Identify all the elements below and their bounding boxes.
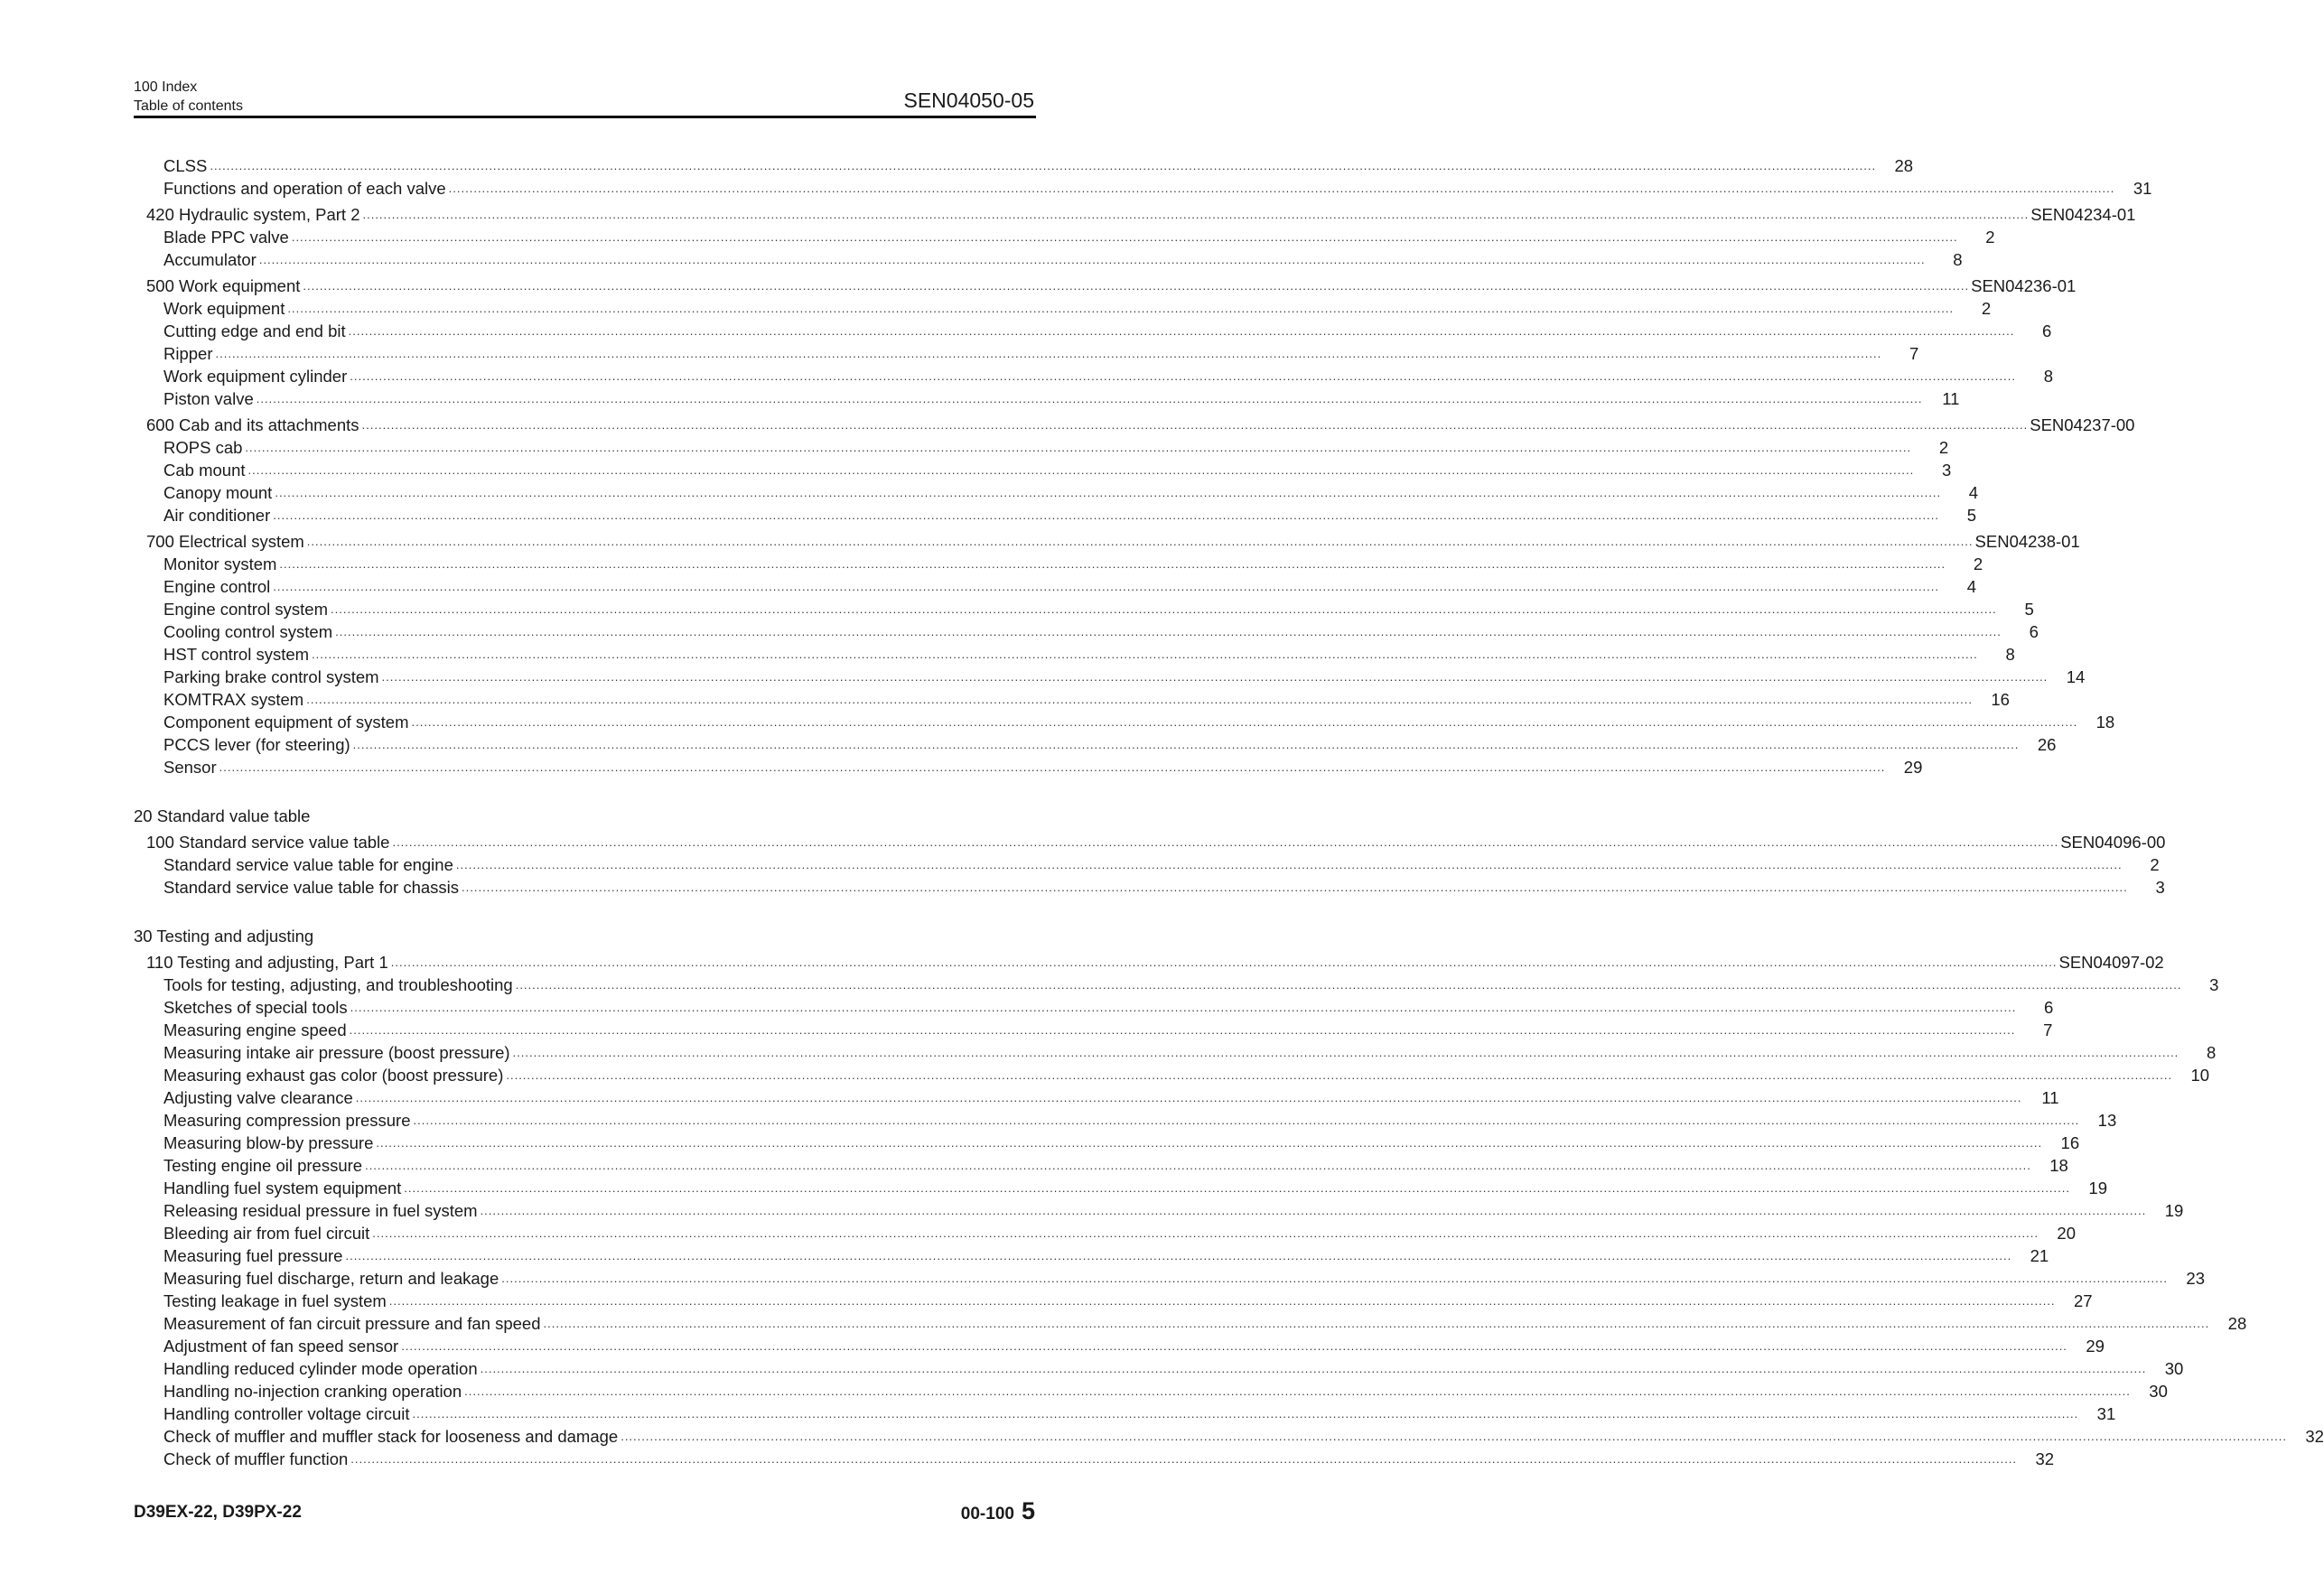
dot-leader: ................................................................................................................................................................................................................................................................................................................................................................................................................ xyxy=(512,1046,2179,1059)
dot-leader: ................................................................................................................................................................................................................................................................................................................................................................................................................ xyxy=(515,978,2182,992)
dot-leader: ................................................................................................................................................................................................................................................................................................................................................................................................................ xyxy=(455,858,2123,871)
page-header xyxy=(134,78,1036,118)
toc-entry-title: Standard service value table for engine xyxy=(163,855,453,874)
toc-entry[interactable] xyxy=(134,552,1983,574)
section-code: 00-100 xyxy=(960,1505,1014,1523)
toc-entry[interactable] xyxy=(134,458,1952,480)
toc-section-heading: 20 Standard value table xyxy=(134,806,311,825)
header-section xyxy=(134,78,243,116)
toc-entry-title: Work equipment xyxy=(163,299,285,318)
toc-entry[interactable] xyxy=(134,1221,2076,1244)
toc-entry-title: 500 Work equipment xyxy=(146,276,301,295)
toc-entry-title: Measuring blow-by pressure xyxy=(163,1133,374,1152)
toc-entry-page: 13 xyxy=(2097,1111,2117,1130)
dot-leader: ................................................................................................................................................................................................................................................................................................................................................................................................................ xyxy=(306,693,1973,706)
toc-entry-page: 3 xyxy=(1941,461,1952,480)
toc-entry-title: Measuring exhaust gas color (boost pressure) xyxy=(163,1066,504,1085)
dot-leader: ................................................................................................................................................................................................................................................................................................................................................................................................................ xyxy=(372,1226,2039,1240)
dot-leader: ................................................................................................................................................................................................................................................................................................................................................................................................................ xyxy=(480,1204,2147,1217)
toc-chapter-entry[interactable] xyxy=(134,270,2077,296)
toc-entry-title: Bleeding air from fuel circuit xyxy=(163,1224,370,1243)
toc-entry-page: 31 xyxy=(2133,179,2152,198)
toc-entry-page: 8 xyxy=(2005,645,2015,664)
dot-leader: ................................................................................................................................................................................................................................................................................................................................................................................................................ xyxy=(245,441,1912,454)
dot-leader: ................................................................................................................................................................................................................................................................................................................................................................................................................ xyxy=(350,369,2016,383)
toc-chapter-entry[interactable] xyxy=(134,526,2080,552)
toc-entry[interactable] xyxy=(134,875,2165,898)
toc-entry-title: 110 Testing and adjusting, Part 1 xyxy=(146,953,388,972)
dot-leader: ................................................................................................................................................................................................................................................................................................................................................................................................................ xyxy=(331,602,1997,616)
toc-entry-page: SEN04097-02 xyxy=(2058,953,2164,972)
toc-entry[interactable] xyxy=(134,341,1919,364)
dot-leader: ................................................................................................................................................................................................................................................................................................................................................................................................................ xyxy=(392,835,2059,849)
toc-entry-page: 5 xyxy=(1966,506,1976,525)
toc-entry[interactable] xyxy=(134,995,2054,1018)
toc-entry-page: 11 xyxy=(2041,1088,2059,1107)
toc-entry-title: Testing leakage in fuel system xyxy=(163,1291,387,1310)
toc-entry[interactable] xyxy=(134,687,2010,710)
toc-entry-page: 3 xyxy=(2209,975,2219,994)
toc-entry[interactable] xyxy=(134,973,2219,995)
toc-entry[interactable] xyxy=(134,154,1914,176)
toc-entry-title: Handling reduced cylinder mode operation xyxy=(163,1359,478,1378)
dot-leader: ................................................................................................................................................................................................................................................................................................................................................................................................................ xyxy=(219,760,1886,774)
dot-leader: ................................................................................................................................................................................................................................................................................................................................................................................................................ xyxy=(247,463,1915,477)
toc-entry-title: Releasing residual pressure in fuel system xyxy=(163,1201,478,1220)
toc-entry[interactable] xyxy=(134,1289,2093,1311)
toc-entry[interactable] xyxy=(134,1040,2217,1063)
toc-entry-page: 7 xyxy=(2043,1020,2053,1039)
toc-entry-title: ROPS cab xyxy=(163,438,243,457)
toc-entry[interactable] xyxy=(134,1018,2053,1040)
toc-entry-page: 2 xyxy=(2150,855,2160,874)
toc-entry-title: Air conditioner xyxy=(163,506,271,525)
toc-entry-title: Cab mount xyxy=(163,461,246,480)
toc-entry[interactable] xyxy=(134,755,1923,778)
dot-leader: ................................................................................................................................................................................................................................................................................................................................................................................................................ xyxy=(352,738,2020,751)
toc-entry-title: Adjustment of fan speed sensor xyxy=(163,1337,399,1356)
toc-entry-title: Tools for testing, adjusting, and troubleshooting xyxy=(163,975,513,994)
toc-entry-page: 4 xyxy=(1968,483,1979,502)
toc-entry-page: 29 xyxy=(2086,1337,2105,1356)
toc-entry-page: 5 xyxy=(2024,600,2034,619)
dot-leader: ................................................................................................................................................................................................................................................................................................................................................................................................................ xyxy=(273,580,1940,593)
toc-entry-title: Work equipment cylinder xyxy=(163,367,348,386)
toc-entry[interactable] xyxy=(134,247,1963,270)
toc-entry[interactable] xyxy=(134,435,1949,458)
toc-entry-title: Handling fuel system equipment xyxy=(163,1179,402,1197)
toc-entry[interactable] xyxy=(134,1356,2184,1379)
toc-entry-title: HST control system xyxy=(163,645,310,664)
dot-leader: ................................................................................................................................................................................................................................................................................................................................................................................................................ xyxy=(412,1407,2079,1421)
machine-model: D39EX-22, D39PX-22 xyxy=(134,1503,302,1522)
toc-entry-title: Check of muffler function xyxy=(163,1449,349,1468)
dot-leader: ................................................................................................................................................................................................................................................................................................................................................................................................................ xyxy=(279,557,1946,571)
dot-leader: ................................................................................................................................................................................................................................................................................................................................................................................................................ xyxy=(355,1091,2022,1104)
toc-entry-title: Measuring fuel pressure xyxy=(163,1246,343,1265)
header-section-title: Table of contents xyxy=(134,98,243,114)
toc-entry[interactable] xyxy=(134,1108,2117,1131)
toc-entry-page: 2 xyxy=(1938,438,1949,457)
toc-entry-page: SEN04236-01 xyxy=(1971,276,2077,295)
dot-leader: ................................................................................................................................................................................................................................................................................................................................................................................................................ xyxy=(210,159,1877,172)
toc-entry-page: 8 xyxy=(1953,250,1963,269)
dot-leader: ................................................................................................................................................................................................................................................................................................................................................................................................................ xyxy=(543,1317,2210,1330)
table-of-contents xyxy=(134,154,2324,1469)
dot-leader: ................................................................................................................................................................................................................................................................................................................................................................................................................ xyxy=(506,1068,2173,1082)
toc-entry-page: 10 xyxy=(2190,1066,2210,1085)
toc-entry-title: Blade PPC valve xyxy=(163,228,289,247)
page-number: 5 xyxy=(1021,1497,1035,1524)
dot-leader: ................................................................................................................................................................................................................................................................................................................................................................................................................ xyxy=(312,648,1978,661)
toc-entry-title: Ripper xyxy=(163,344,213,363)
toc-entry[interactable] xyxy=(134,1402,2116,1424)
toc-entry[interactable] xyxy=(134,620,2039,642)
toc-entry-page: 2 xyxy=(1985,228,1995,247)
toc-entry-page: 23 xyxy=(2186,1269,2205,1288)
toc-entry-title: 100 Standard service value table xyxy=(146,833,390,852)
dot-leader: ................................................................................................................................................................................................................................................................................................................................................................................................................ xyxy=(215,347,1882,360)
toc-entry[interactable] xyxy=(134,1244,2049,1266)
dot-leader: ................................................................................................................................................................................................................................................................................................................................................................................................................ xyxy=(413,1113,2080,1127)
toc-entry-title: PCCS lever (for steering) xyxy=(163,735,350,754)
dot-leader: ................................................................................................................................................................................................................................................................................................................................................................................................................ xyxy=(448,182,2115,195)
toc-entry-page: 2 xyxy=(1981,299,1992,318)
toc-entry-page: 19 xyxy=(2164,1201,2184,1220)
toc-entry-title: Sensor xyxy=(163,758,217,777)
toc-chapter-entry[interactable] xyxy=(134,199,2136,225)
toc-entry-title: Engine control system xyxy=(163,600,329,619)
toc-entry-page: 20 xyxy=(2057,1224,2076,1243)
header-section-number: 100 Index xyxy=(134,79,198,95)
toc-chapter-entry[interactable] xyxy=(134,946,2164,973)
dot-leader: ................................................................................................................................................................................................................................................................................................................................................................................................................ xyxy=(411,715,2078,729)
toc-entry[interactable] xyxy=(134,225,1995,247)
toc-entry-title: Measuring engine speed xyxy=(163,1020,347,1039)
toc-entry-title: Adjusting valve clearance xyxy=(163,1088,353,1107)
toc-entry-page: 8 xyxy=(2206,1043,2217,1062)
dot-leader: ................................................................................................................................................................................................................................................................................................................................................................................................................ xyxy=(303,279,1970,293)
toc-entry[interactable] xyxy=(134,1063,2210,1086)
toc-entry[interactable] xyxy=(134,1424,2324,1447)
toc-entry[interactable] xyxy=(134,1266,2205,1289)
page-number-block xyxy=(961,1497,1035,1525)
toc-entry-page: 32 xyxy=(2305,1427,2324,1446)
toc-entry-title: Engine control xyxy=(163,577,271,596)
toc-entry-page: 32 xyxy=(2035,1449,2055,1468)
toc-entry-title: Cutting edge and end bit xyxy=(163,321,346,340)
dot-leader: ................................................................................................................................................................................................................................................................................................................................................................................................................ xyxy=(349,1023,2016,1037)
toc-entry-page: 7 xyxy=(1909,344,1919,363)
dot-leader: ................................................................................................................................................................................................................................................................................................................................................................................................................ xyxy=(501,1272,2168,1285)
toc-entry[interactable] xyxy=(134,732,2057,755)
toc-entry[interactable] xyxy=(134,1447,2055,1469)
toc-entry-page: 6 xyxy=(2029,622,2039,641)
toc-entry[interactable] xyxy=(134,574,1977,597)
toc-entry-page: 6 xyxy=(2044,998,2054,1017)
toc-entry-page: SEN04234-01 xyxy=(2030,205,2136,224)
dot-leader: ................................................................................................................................................................................................................................................................................................................................................................................................................ xyxy=(291,230,1958,244)
toc-entry-title: Measuring intake air pressure (boost pressure) xyxy=(163,1043,510,1062)
toc-chapter-entry[interactable] xyxy=(134,409,2135,435)
toc-entry[interactable] xyxy=(134,597,2034,620)
toc-entry-title: Piston valve xyxy=(163,389,254,408)
dot-leader: ................................................................................................................................................................................................................................................................................................................................................................................................................ xyxy=(256,392,1923,405)
toc-entry[interactable] xyxy=(134,1311,2247,1334)
toc-entry-page: 19 xyxy=(2088,1179,2107,1197)
toc-entry-page: 28 xyxy=(1894,156,1914,175)
toc-entry-title: Functions and operation of each valve xyxy=(163,179,446,198)
toc-entry-title: KOMTRAX system xyxy=(163,690,304,709)
dot-leader: ................................................................................................................................................................................................................................................................................................................................................................................................................ xyxy=(390,955,2058,969)
toc-spacer xyxy=(134,778,1036,800)
toc-entry-title: Component equipment of system xyxy=(163,713,409,731)
toc-entry-page: 4 xyxy=(1966,577,1977,596)
toc-entry-page: 30 xyxy=(2164,1359,2184,1378)
toc-entry-page: 30 xyxy=(2149,1382,2168,1401)
toc-entry-title: 420 Hydraulic system, Part 2 xyxy=(146,205,360,224)
toc-entry-title: Standard service value table for chassis xyxy=(163,878,460,897)
toc-entry[interactable] xyxy=(134,1198,2184,1221)
dot-leader: ................................................................................................................................................................................................................................................................................................................................................................................................................ xyxy=(404,1181,2070,1195)
dot-leader: ................................................................................................................................................................................................................................................................................................................................................................................................................ xyxy=(287,302,1955,315)
dot-leader: ................................................................................................................................................................................................................................................................................................................................................................................................................ xyxy=(258,253,1926,266)
dot-leader: ................................................................................................................................................................................................................................................................................................................................................................................................................ xyxy=(462,881,2128,894)
toc-entry-page: 21 xyxy=(2030,1246,2049,1265)
toc-entry-page: 28 xyxy=(2227,1314,2247,1333)
toc-entry[interactable] xyxy=(134,503,1976,526)
toc-entry-page: 16 xyxy=(2060,1133,2080,1152)
toc-entry-page: SEN04238-01 xyxy=(1974,532,2080,551)
toc-section-heading: 30 Testing and adjusting xyxy=(134,927,314,946)
dot-leader: ................................................................................................................................................................................................................................................................................................................................................................................................................ xyxy=(306,535,1974,548)
toc-entry[interactable] xyxy=(134,1334,2105,1356)
toc-entry[interactable] xyxy=(134,319,2052,341)
toc-entry[interactable] xyxy=(134,1379,2168,1402)
dot-leader: ................................................................................................................................................................................................................................................................................................................................................................................................................ xyxy=(345,1249,2012,1263)
toc-entry[interactable] xyxy=(134,1131,2080,1153)
toc-entry-title: Handling controller voltage circuit xyxy=(163,1404,410,1423)
toc-entry-page: 18 xyxy=(2095,713,2115,731)
toc-entry[interactable] xyxy=(134,387,1960,409)
toc-entry-page: 18 xyxy=(2049,1156,2068,1175)
toc-entry-title: Accumulator xyxy=(163,250,257,269)
toc-entry[interactable] xyxy=(134,710,2115,732)
dot-leader: ................................................................................................................................................................................................................................................................................................................................................................................................................ xyxy=(275,486,1942,499)
toc-entry[interactable] xyxy=(134,665,2086,687)
toc-entry-title: Testing engine oil pressure xyxy=(163,1156,363,1175)
toc-entry-title: 600 Cab and its attachments xyxy=(146,415,359,434)
toc-entry-title: CLSS xyxy=(163,156,208,175)
dot-leader: ................................................................................................................................................................................................................................................................................................................................................................................................................ xyxy=(348,324,2015,338)
toc-entry-page: SEN04096-00 xyxy=(2060,833,2166,852)
toc-entry-title: Sketches of special tools xyxy=(163,998,348,1017)
toc-chapter-entry[interactable] xyxy=(134,826,2166,853)
dot-leader: ................................................................................................................................................................................................................................................................................................................................................................................................................ xyxy=(381,670,2049,684)
toc-entry-title: Cooling control system xyxy=(163,622,333,641)
dot-leader: ................................................................................................................................................................................................................................................................................................................................................................................................................ xyxy=(464,1384,2131,1398)
document-code: SEN04050-05 xyxy=(903,89,1034,112)
dot-leader: ................................................................................................................................................................................................................................................................................................................................................................................................................ xyxy=(480,1362,2147,1375)
toc-entry-page: 6 xyxy=(2042,321,2052,340)
toc-entry-page: 14 xyxy=(2066,667,2086,686)
toc-entry-title: Monitor system xyxy=(163,554,277,573)
toc-entry-title: Measurement of fan circuit pressure and fan speed xyxy=(163,1314,541,1333)
toc-entry[interactable] xyxy=(134,480,1979,503)
toc-entry[interactable] xyxy=(134,364,2053,387)
toc-entry-page: 31 xyxy=(2096,1404,2116,1423)
dot-leader: ................................................................................................................................................................................................................................................................................................................................................................................................................ xyxy=(376,1136,2043,1150)
dot-leader: ................................................................................................................................................................................................................................................................................................................................................................................................................ xyxy=(388,1294,2056,1308)
toc-entry-page: SEN04237-00 xyxy=(2030,415,2135,434)
dot-leader: ................................................................................................................................................................................................................................................................................................................................................................................................................ xyxy=(365,1159,2031,1172)
toc-entry-title: Measuring compression pressure xyxy=(163,1111,411,1130)
toc-entry-title: 700 Electrical system xyxy=(146,532,304,551)
toc-entry[interactable] xyxy=(134,176,2152,199)
dot-leader: ................................................................................................................................................................................................................................................................................................................................................................................................................ xyxy=(361,418,2029,432)
toc-entry-page: 8 xyxy=(2043,367,2053,386)
toc-entry[interactable] xyxy=(134,642,2015,665)
toc-entry-page: 27 xyxy=(2073,1291,2093,1310)
toc-entry-title: Check of muffler and muffler stack for looseness and damage xyxy=(163,1427,619,1446)
toc-entry-page: 2 xyxy=(1973,554,1983,573)
toc-entry-page: 16 xyxy=(1991,690,2010,709)
toc-entry-page: 3 xyxy=(2155,878,2165,897)
toc-entry-page: 29 xyxy=(1903,758,1923,777)
toc-entry[interactable] xyxy=(134,853,2160,875)
dot-leader: ................................................................................................................................................................................................................................................................................................................................................................................................................ xyxy=(350,1452,2018,1466)
toc-entry[interactable] xyxy=(134,1086,2059,1108)
toc-entry-title: Canopy mount xyxy=(163,483,273,502)
toc-entry-title: Measuring fuel discharge, return and leakage xyxy=(163,1269,499,1288)
toc-entry[interactable] xyxy=(134,1153,2068,1176)
toc-entry-title: Handling no-injection cranking operation xyxy=(163,1382,462,1401)
toc-entry-page: 26 xyxy=(2037,735,2057,754)
dot-leader: ................................................................................................................................................................................................................................................................................................................................................................................................................ xyxy=(350,1001,2017,1014)
dot-leader: ................................................................................................................................................................................................................................................................................................................................................................................................................ xyxy=(273,508,1939,522)
toc-entry-title: Parking brake control system xyxy=(163,667,379,686)
dot-leader: ................................................................................................................................................................................................................................................................................................................................................................................................................ xyxy=(335,625,2002,638)
dot-leader: ................................................................................................................................................................................................................................................................................................................................................................................................................ xyxy=(362,208,2030,221)
toc-entry-page: 11 xyxy=(1942,389,1960,408)
toc-entry[interactable] xyxy=(134,1176,2107,1198)
dot-leader: ................................................................................................................................................................................................................................................................................................................................................................................................................ xyxy=(621,1430,2287,1443)
toc-spacer xyxy=(134,898,1036,920)
toc-entry[interactable] xyxy=(134,296,1992,319)
dot-leader: ................................................................................................................................................................................................................................................................................................................................................................................................................ xyxy=(401,1339,2067,1353)
